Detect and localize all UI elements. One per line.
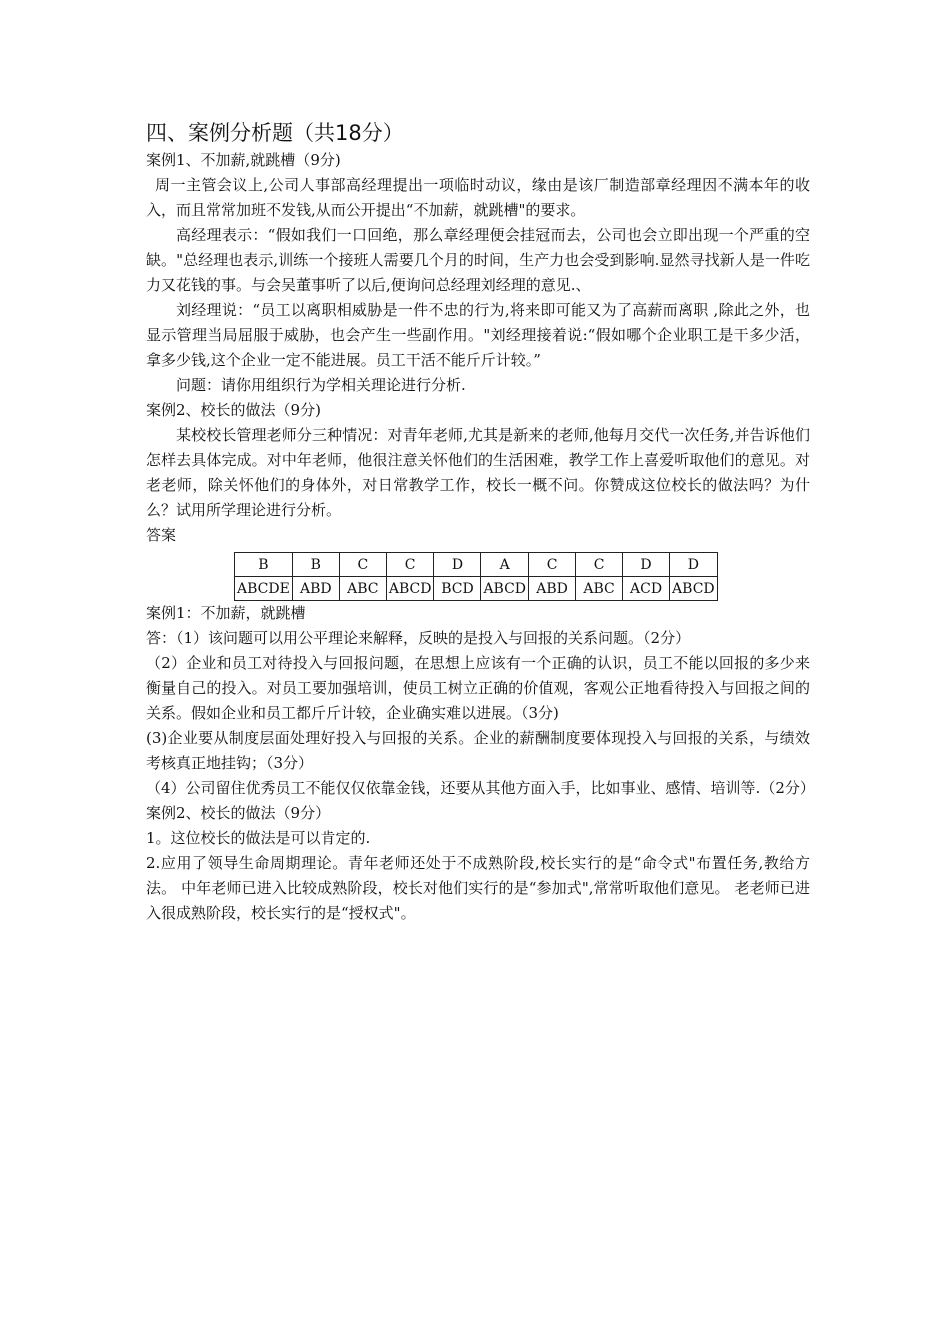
answer-cell: D (670, 553, 718, 577)
case1-title: 案例1、不加薪,就跳槽（9分) (146, 151, 341, 169)
answer1-item: (3)企业要从制度层面处理好投入与回报的关系。企业的薪酬制度要体现投入与回报的关系，与绩效考核真正地挂钩；（3分） (146, 729, 810, 772)
answer-cell: ABD (292, 577, 339, 601)
answer-cell: ABC (339, 577, 386, 601)
section-title: 四、案例分析题（共18分） (146, 121, 404, 145)
answer-cell: C (576, 553, 623, 577)
answer-cell: B (292, 553, 339, 577)
answer-cell: ABD (529, 577, 576, 601)
case1-paragraph: 周一主管会议上,公司人事部高经理提出一项临时动议，缘由是该厂制造部章经理因不满本年的收入，而且常常加班不发钱,从而公开提出“不加薪，就跳槽"的要求。 (146, 176, 810, 219)
case1-paragraph: 高经理表示：“假如我们一口回绝，那么章经理便会挂冠而去，公司也会立即出现一个严重的空缺。"总经理也表示,训练一个接班人需要几个月的时间，生产力也会受到影响.显然寻找新人是一件吃力又花钱的事。与会吴董事听了以后,便询问总经理刘经理的意见.、 (146, 226, 810, 294)
answer2-item: 2.应用了领导生命周期理论。青年老师还处于不成熟阶段,校长实行的是“命令式"布置任务,教给方法。 中年老师已进入比较成熟阶段，校长对他们实行的是“参加式",常常听取他们意见。 老老师已进入很成熟阶段，校长实行的是“授权式"。 (146, 854, 810, 922)
answer2-item: 1。这位校长的做法是可以肯定的. (146, 829, 371, 847)
answer2-title: 案例2、校长的做法（9分） (146, 804, 331, 822)
case1-paragraph: 刘经理说：“员工以离职相威胁是一件不忠的行为,将来即可能又为了高薪而离职 ,除此之外，也显示管理当局屈服于威胁，也会产生一些副作用。"刘经理接着说:“假如哪个企业职工是干多少活，拿多少钱,这个企业一定不能进展。员工干活不能斤斤计较。” (146, 301, 810, 369)
answer-cell: D (623, 553, 670, 577)
answer-row-single (235, 553, 718, 577)
case1-question: 问题：请你用组织行为学相关理论进行分析. (176, 376, 466, 394)
answer-row-multiple (235, 577, 718, 601)
answer-cell: ABCD (670, 577, 718, 601)
answer-cell: A (481, 553, 529, 577)
answer-cell: ABC (576, 577, 623, 601)
answer1-item: 答：（1）该问题可以用公平理论来解释，反映的是投入与回报的关系问题。（2分） (146, 629, 691, 647)
answer1-item: （4）公司留住优秀员工不能仅仅依靠金钱，还要从其他方面入手，比如事业、感情、培训等.（2分） (146, 779, 815, 797)
answer1-title: 案例1：不加薪，就跳槽 (146, 604, 306, 622)
answer-cell: C (529, 553, 576, 577)
answer1-item: （2）企业和员工对待投入与回报问题，在思想上应该有一个正确的认识，员工不能以回报的多少来衡量自己的投入。对员工要加强培训，使员工树立正确的价值观，客观公正地看待投入与回报之间的关系。假如企业和员工都斤斤计较，企业确实难以进展。（3分) (146, 654, 810, 722)
answer-label: 答案 (146, 526, 177, 544)
document-page (146, 118, 815, 926)
case2-paragraph: 某校校长管理老师分三种情况：对青年老师,尤其是新来的老师,他每月交代一次任务,并告诉他们怎样去具体完成。对中年老师，他很注意关怀他们的生活困难，教学工作上喜爱听取他们的意见。对老老师，除关怀他们的身体外，对日常教学工作，校长一概不问。你赞成这位校长的做法吗？为什么？试用所学理论进行分析。 (146, 426, 810, 519)
answer-cell: BCD (434, 577, 481, 601)
answer-cell: ABCD (481, 577, 529, 601)
answer-cell: C (339, 553, 386, 577)
case2-title: 案例2、校长的做法（9分) (146, 401, 321, 419)
answer-cell: ACD (623, 577, 670, 601)
answer-cell: C (386, 553, 434, 577)
answer-cell: ABCD (386, 577, 434, 601)
answer-cell: ABCDE (235, 577, 293, 601)
answer-cell: D (434, 553, 481, 577)
answer-cell: B (235, 553, 293, 577)
answer-table (234, 552, 718, 601)
